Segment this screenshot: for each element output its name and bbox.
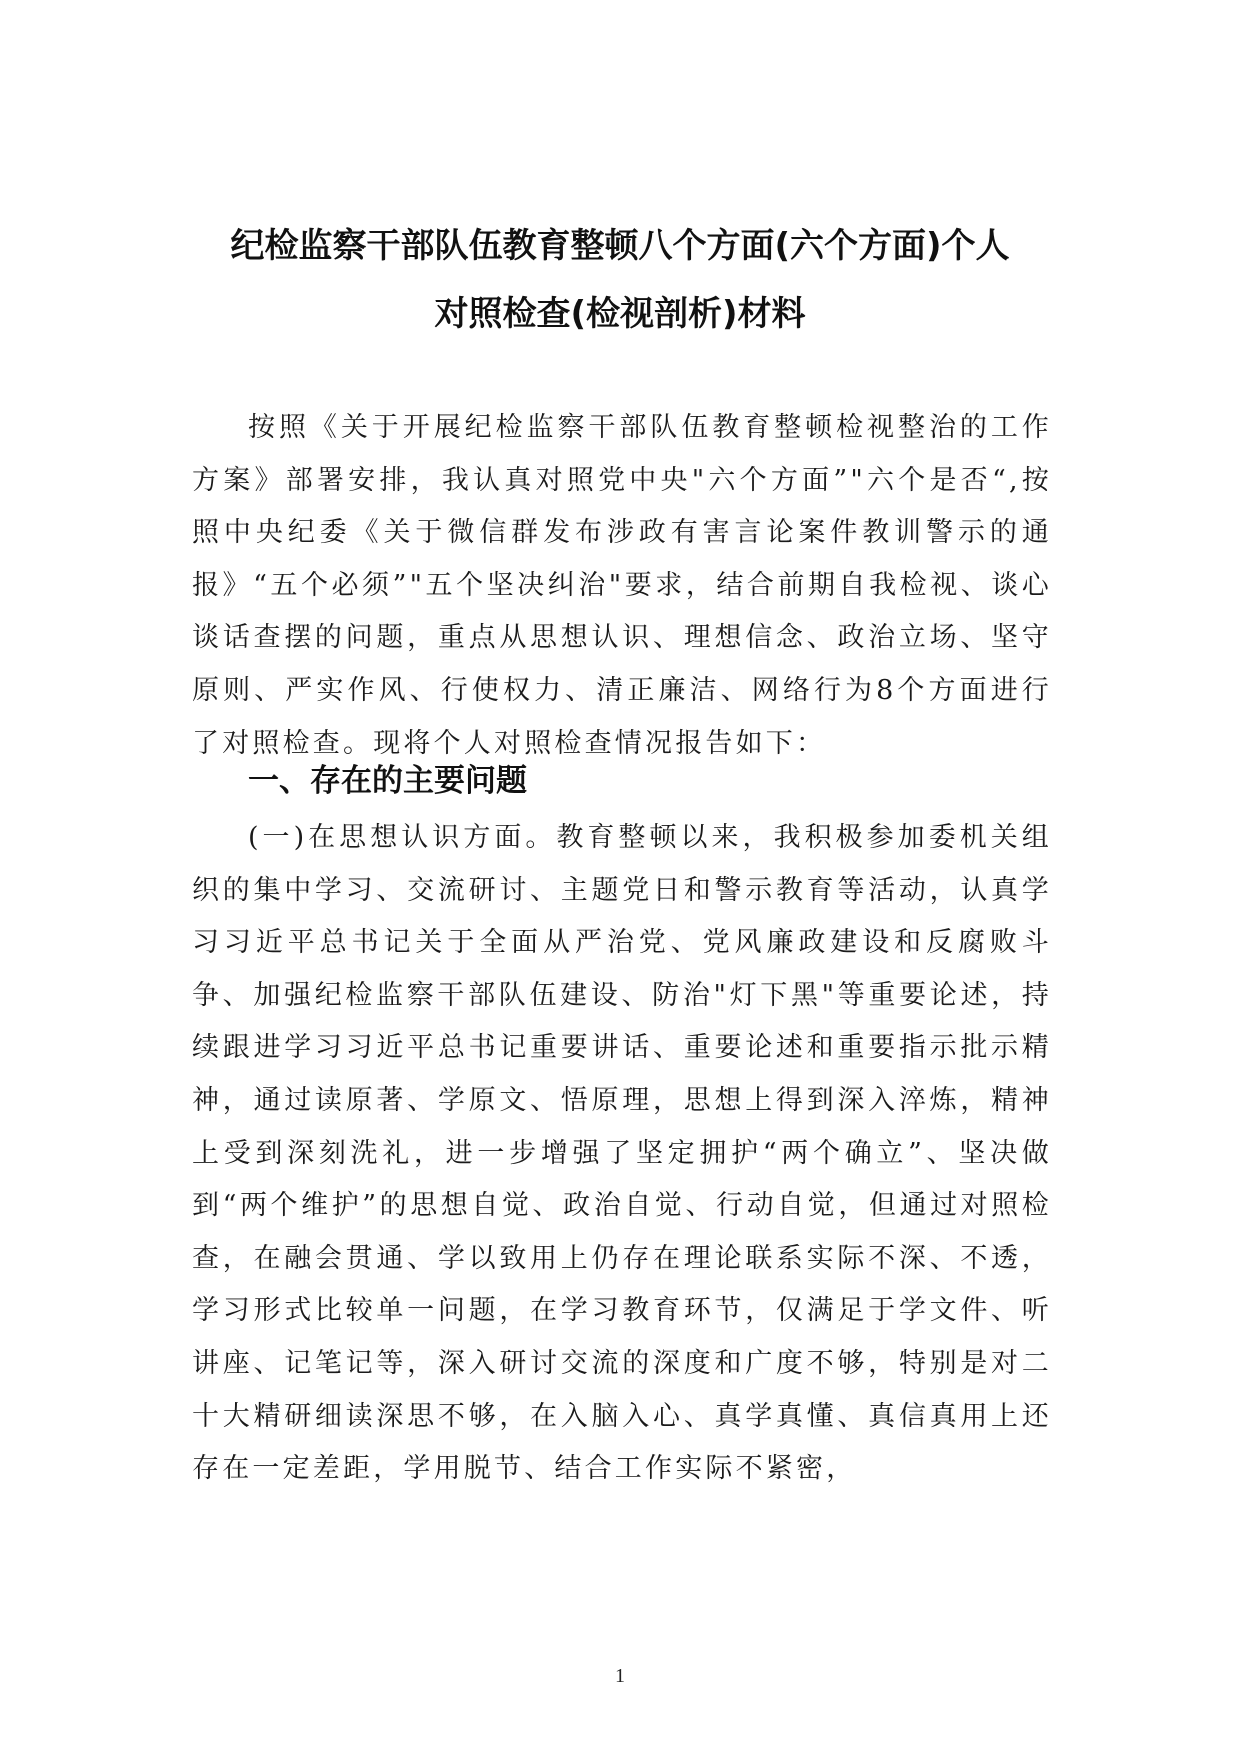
section-heading: 一、存在的主要问题 xyxy=(248,763,527,799)
body-paragraph: (一)在思想认识方面。教育整顿以来，我积极参加委机关组织的集中学习、交流研讨、主题党日和警示教育等活动，认真学习习近平总书记关于全面从严治党、党风廉政建设和反腐败斗争、加强纪检监察干部队伍建设、防治"灯下黑"等重要论述，持续跟进学习习近平总书记重要讲话、重要论述和重要指示批示精神，通过读原著、学原文、悟原理，思想上得到深入淬炼，精神上受到深刻洗礼，进一步增强了坚定拥护“两个确立”、坚决做到“两个维护”的思想自觉、政治自觉、行动自觉，但通过对照检查，在融会贯通、学以致用上仍存在理论联系实际不深、不透，学习形式比较单一问题，在学习教育环节，仅满足于学文件、听讲座、记笔记等，深入研讨交流的深度和广度不够，特别是对二十大精研细读深思不够，在入脑入心、真学真懂、真信真用上还存在一定差距，学用脱节、结合工作实际不紧密， xyxy=(192,822,1052,1485)
document-title-line-2: 对照检查(检视剖析)材料 xyxy=(434,294,806,334)
document-title-line-1: 纪检监察干部队伍教育整顿八个方面(六个方面)个人 xyxy=(230,226,1010,266)
intro-paragraph: 按照《关于开展纪检监察干部队伍教育整顿检视整治的工作方案》部署安排，我认真对照党中央"六个方面”"六个是否“,按照中央纪委《关于微信群发布涉政有害言论案件教训警示的通报》“五个必须”"五个坚决纠治"要求，结合前期自我检视、谈心谈话查摆的问题，重点从思想认识、理想信念、政治立场、坚守原则、严实作风、行使权力、清正廉洁、网络行为8个方面进行了对照检查。现将个人对照检查情况报告如下： xyxy=(192,412,1052,759)
page-number: 1 xyxy=(615,1665,625,1687)
